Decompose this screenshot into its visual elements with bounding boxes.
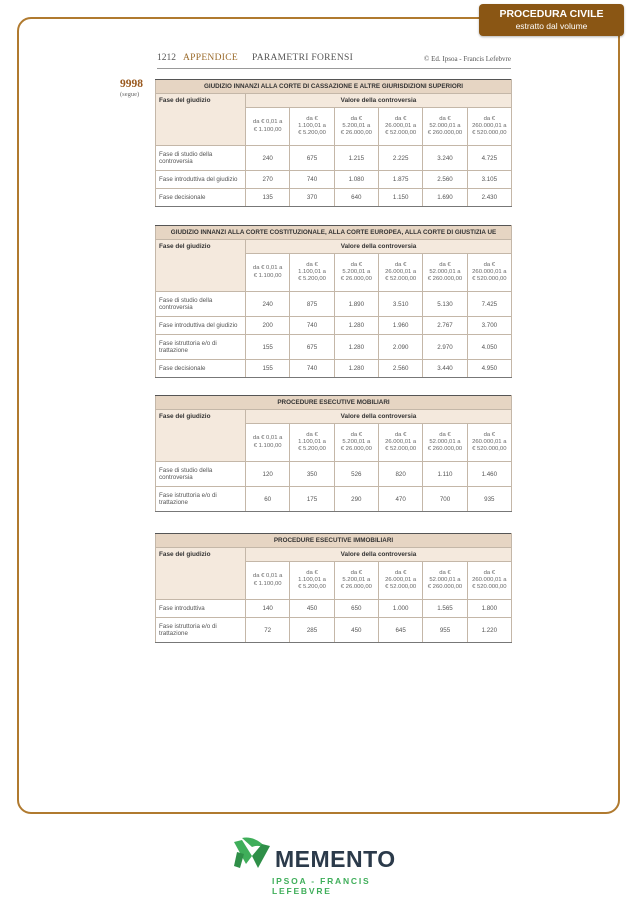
fee-value: 3.105 bbox=[467, 171, 511, 189]
value-range-header: da € 260.000,01 a € 520.000,00 bbox=[467, 108, 511, 146]
fee-value: 4.050 bbox=[467, 335, 511, 360]
phase-label: Fase introduttiva bbox=[156, 600, 246, 618]
fee-value: 2.090 bbox=[378, 335, 422, 360]
paragraph-number: 9998 bbox=[120, 78, 143, 90]
fee-value: 740 bbox=[290, 317, 334, 335]
phase-label: Fase di studio della controversia bbox=[156, 462, 246, 487]
fee-value: 1.565 bbox=[423, 600, 467, 618]
fee-value: 7.425 bbox=[467, 292, 511, 317]
fee-value: 1.460 bbox=[467, 462, 511, 487]
phase-label: Fase decisionale bbox=[156, 189, 246, 207]
value-range-header: da € 260.000,01 a € 520.000,00 bbox=[467, 562, 511, 600]
fee-value: 3.440 bbox=[423, 360, 467, 378]
phase-label: Fase introduttiva del giudizio bbox=[156, 317, 246, 335]
fee-value: 1.150 bbox=[378, 189, 422, 207]
fee-value: 2.767 bbox=[423, 317, 467, 335]
fee-value: 3.240 bbox=[423, 146, 467, 171]
phase-label: Fase di studio della controversia bbox=[156, 292, 246, 317]
table-row bbox=[156, 618, 512, 643]
fee-value: 645 bbox=[378, 618, 422, 643]
fee-value: 350 bbox=[290, 462, 334, 487]
fee-value: 4.950 bbox=[467, 360, 511, 378]
table-title: GIUDIZIO INNANZI ALLA CORTE DI CASSAZIONE E ALTRE GIURISDIZIONI SUPERIORI bbox=[156, 80, 512, 94]
value-range-header: da € 26.000,01 a € 52.000,00 bbox=[378, 424, 422, 462]
phase-label: Fase di studio della controversia bbox=[156, 146, 246, 171]
table-title: PROCEDURE ESECUTIVE MOBILIARI bbox=[156, 396, 512, 410]
value-range-header: da € 26.000,01 a € 52.000,00 bbox=[378, 108, 422, 146]
fee-value: 72 bbox=[246, 618, 290, 643]
table-row bbox=[156, 171, 512, 189]
fee-value: 155 bbox=[246, 360, 290, 378]
fee-table bbox=[155, 225, 512, 378]
table-row bbox=[156, 335, 512, 360]
phase-header: Fase del giudizio bbox=[156, 548, 246, 600]
fee-value: 140 bbox=[246, 600, 290, 618]
table-title: PROCEDURE ESECUTIVE IMMOBILIARI bbox=[156, 534, 512, 548]
memento-logo-icon bbox=[232, 834, 272, 874]
table-row bbox=[156, 487, 512, 512]
value-range-header: da € 52.000,01 a € 260.000,00 bbox=[423, 562, 467, 600]
value-range-header: da € 52.000,01 a € 260.000,00 bbox=[423, 254, 467, 292]
value-range-header: da € 5.200,01 a € 26.000,00 bbox=[334, 424, 378, 462]
fee-value: 1.890 bbox=[334, 292, 378, 317]
fee-value: 1.280 bbox=[334, 317, 378, 335]
fee-value: 470 bbox=[378, 487, 422, 512]
fee-value: 370 bbox=[290, 189, 334, 207]
table-row bbox=[156, 189, 512, 207]
fee-value: 60 bbox=[246, 487, 290, 512]
fee-value: 120 bbox=[246, 462, 290, 487]
fee-value: 935 bbox=[467, 487, 511, 512]
fee-value: 526 bbox=[334, 462, 378, 487]
value-range-header: da € 1.100,01 a € 5.200,00 bbox=[290, 562, 334, 600]
fee-value: 290 bbox=[334, 487, 378, 512]
fee-value: 285 bbox=[290, 618, 334, 643]
table-row bbox=[156, 292, 512, 317]
value-range-header: da € 0,01 a € 1.100,00 bbox=[246, 254, 290, 292]
value-range-header: da € 5.200,01 a € 26.000,00 bbox=[334, 254, 378, 292]
fee-value: 1.690 bbox=[423, 189, 467, 207]
value-range-header: da € 1.100,01 a € 5.200,00 bbox=[290, 424, 334, 462]
memento-logo bbox=[232, 832, 404, 896]
table-header-row bbox=[156, 94, 512, 108]
fee-table bbox=[155, 79, 512, 207]
table-row bbox=[156, 360, 512, 378]
fee-value: 1.875 bbox=[378, 171, 422, 189]
fee-value: 3.510 bbox=[378, 292, 422, 317]
fee-value: 955 bbox=[423, 618, 467, 643]
fee-value: 240 bbox=[246, 292, 290, 317]
phase-label: Fase istruttoria e/o di trattazione bbox=[156, 335, 246, 360]
phase-label: Fase decisionale bbox=[156, 360, 246, 378]
value-range-header: da € 5.200,01 a € 26.000,00 bbox=[334, 562, 378, 600]
fee-value: 4.725 bbox=[467, 146, 511, 171]
fee-value: 1.080 bbox=[334, 171, 378, 189]
section-label: PARAMETRI FORENSI bbox=[252, 53, 354, 63]
value-range-header: da € 1.100,01 a € 5.200,00 bbox=[290, 254, 334, 292]
value-range-header: da € 26.000,01 a € 52.000,00 bbox=[378, 254, 422, 292]
fee-value: 1.110 bbox=[423, 462, 467, 487]
phase-header: Fase del giudizio bbox=[156, 94, 246, 146]
fee-table bbox=[155, 533, 512, 643]
table-row bbox=[156, 146, 512, 171]
fee-value: 1.800 bbox=[467, 600, 511, 618]
value-header: Valore della controversia bbox=[246, 240, 512, 254]
fee-value: 270 bbox=[246, 171, 290, 189]
appendix-label: APPENDICE bbox=[183, 53, 238, 63]
fee-value: 155 bbox=[246, 335, 290, 360]
phase-label: Fase istruttoria e/o di trattazione bbox=[156, 618, 246, 643]
copyright-label: © Ed. Ipsoa - Francis Lefebvre bbox=[424, 55, 511, 63]
fee-value: 875 bbox=[290, 292, 334, 317]
fee-value: 1.280 bbox=[334, 335, 378, 360]
fee-value: 2.560 bbox=[378, 360, 422, 378]
fee-value: 820 bbox=[378, 462, 422, 487]
value-range-header: da € 0,01 a € 1.100,00 bbox=[246, 562, 290, 600]
table-header-row bbox=[156, 410, 512, 424]
fee-value: 650 bbox=[334, 600, 378, 618]
section-badge bbox=[479, 4, 624, 36]
fee-value: 450 bbox=[334, 618, 378, 643]
badge-subtitle: estratto dal volume bbox=[515, 21, 588, 31]
fee-value: 450 bbox=[290, 600, 334, 618]
phase-header: Fase del giudizio bbox=[156, 240, 246, 292]
fee-value: 2.970 bbox=[423, 335, 467, 360]
value-range-header: da € 1.100,01 a € 5.200,00 bbox=[290, 108, 334, 146]
fee-value: 1.215 bbox=[334, 146, 378, 171]
fee-value: 2.225 bbox=[378, 146, 422, 171]
value-header: Valore della controversia bbox=[246, 548, 512, 562]
value-range-header: da € 52.000,01 a € 260.000,00 bbox=[423, 424, 467, 462]
fee-value: 675 bbox=[290, 146, 334, 171]
fee-value: 3.700 bbox=[467, 317, 511, 335]
table-row bbox=[156, 600, 512, 618]
value-range-header: da € 260.000,01 a € 520.000,00 bbox=[467, 254, 511, 292]
fee-value: 2.560 bbox=[423, 171, 467, 189]
running-head bbox=[157, 53, 511, 69]
fee-value: 200 bbox=[246, 317, 290, 335]
table-row bbox=[156, 462, 512, 487]
table-row bbox=[156, 317, 512, 335]
table-title: GIUDIZIO INNANZI ALLA CORTE COSTITUZIONALE, ALLA CORTE EUROPEA, ALLA CORTE DI GIUSTIZIA UE bbox=[156, 226, 512, 240]
fee-value: 2.430 bbox=[467, 189, 511, 207]
fee-value: 700 bbox=[423, 487, 467, 512]
value-range-header: da € 0,01 a € 1.100,00 bbox=[246, 108, 290, 146]
table-title-row bbox=[156, 396, 512, 410]
table-title-row bbox=[156, 226, 512, 240]
fee-value: 740 bbox=[290, 360, 334, 378]
fee-value: 5.130 bbox=[423, 292, 467, 317]
value-range-header: da € 260.000,01 a € 520.000,00 bbox=[467, 424, 511, 462]
value-header: Valore della controversia bbox=[246, 410, 512, 424]
fee-value: 740 bbox=[290, 171, 334, 189]
phase-header: Fase del giudizio bbox=[156, 410, 246, 462]
fee-value: 240 bbox=[246, 146, 290, 171]
table-header-row bbox=[156, 240, 512, 254]
value-range-header: da € 52.000,01 a € 260.000,00 bbox=[423, 108, 467, 146]
fee-value: 675 bbox=[290, 335, 334, 360]
fee-value: 1.280 bbox=[334, 360, 378, 378]
value-header: Valore della controversia bbox=[246, 94, 512, 108]
value-range-header: da € 0,01 a € 1.100,00 bbox=[246, 424, 290, 462]
fee-value: 135 bbox=[246, 189, 290, 207]
paragraph-note: (segue) bbox=[120, 91, 140, 98]
phase-label: Fase istruttoria e/o di trattazione bbox=[156, 487, 246, 512]
fee-value: 175 bbox=[290, 487, 334, 512]
table-title-row bbox=[156, 80, 512, 94]
value-range-header: da € 26.000,01 a € 52.000,00 bbox=[378, 562, 422, 600]
fee-value: 1.960 bbox=[378, 317, 422, 335]
fee-value: 1.220 bbox=[467, 618, 511, 643]
table-header-row bbox=[156, 548, 512, 562]
logo-wordmark: MEMENTO bbox=[275, 846, 396, 872]
logo-tagline: IPSOA - FRANCIS LEFEBVRE bbox=[272, 876, 371, 896]
value-range-header: da € 5.200,01 a € 26.000,00 bbox=[334, 108, 378, 146]
phase-label: Fase introduttiva del giudizio bbox=[156, 171, 246, 189]
fee-value: 1.000 bbox=[378, 600, 422, 618]
badge-title: PROCEDURA CIVILE bbox=[499, 8, 604, 20]
fee-value: 640 bbox=[334, 189, 378, 207]
page-number: 1212 bbox=[157, 53, 176, 63]
table-title-row bbox=[156, 534, 512, 548]
fee-table bbox=[155, 395, 512, 512]
